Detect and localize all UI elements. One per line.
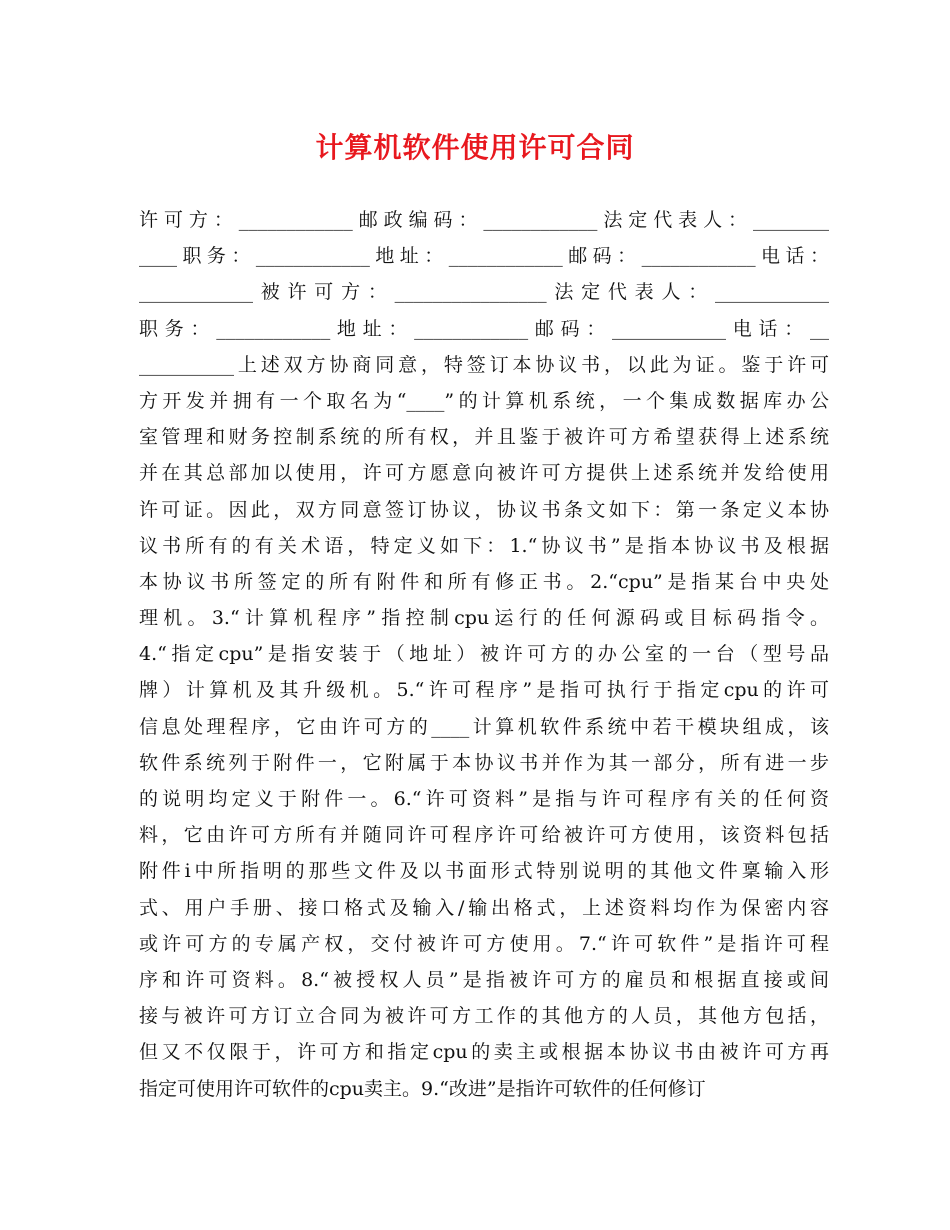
body-line: 信息处理程序，它由许可方的____计算机软件系统中若干模块组成，该 <box>139 715 829 738</box>
body-line: ____职务：____________地址：____________邮码：____________电话： <box>139 245 829 268</box>
body-line: 或许可方的专属产权，交付被许可方使用。7.“许可软件”是指许可程 <box>139 932 829 955</box>
body-line: 但又不仅限于，许可方和指定cpu的卖主或根据本协议书由被许可方再 <box>139 1041 829 1064</box>
body-line: 牌）计算机及其升级机。5.“许可程序”是指可执行于指定cpu的许可 <box>139 679 829 702</box>
body-line: 序和许可资料。8.“被授权人员”是指被许可方的雇员和根据直接或间 <box>139 968 829 991</box>
body-line: 式、用户手册、接口格式及输入/输出格式，上述资料均作为保密内容 <box>139 896 829 919</box>
body-line: 许可证。因此，双方同意签订协议，协议书条文如下：第一条定义本协 <box>139 498 829 521</box>
body-line: __________上述双方协商同意，特签订本协议书，以此为证。鉴于许可 <box>139 353 829 376</box>
body-line: ____________被许可方：________________法定代表人：____________ <box>139 281 829 304</box>
body-line: 附件i中所指明的那些文件及以书面形式特别说明的其他文件稟输入形 <box>139 860 829 883</box>
body-line: 室管理和财务控制系统的所有权，并且鉴于被许可方希望获得上述系统 <box>139 426 829 449</box>
body-line: 并在其总部加以使用，许可方愿意向被许可方提供上述系统并发给使用 <box>139 462 829 485</box>
body-line: 方开发并拥有一个取名为“____”的计算机系统，一个集成数据库办公 <box>139 389 829 412</box>
body-line: 指定可使用许可软件的cpu卖主。9.“改进”是指许可软件的任何修订 <box>139 1077 706 1100</box>
body-line: 职务：____________地址：____________邮码：____________电话：__ <box>139 317 829 340</box>
body-line: 理机。3.“计算机程序”指控制cpu运行的任何源码或目标码指令。 <box>139 607 829 630</box>
body-line: 的说明均定义于附件一。6.“许可资料”是指与许可程序有关的任何资 <box>139 788 829 810</box>
body-line: 软件系统列于附件一，它附属于本协议书并作为其一部分，所有进一步 <box>139 751 829 774</box>
body-line: 许可方：____________邮政编码：____________法定代表人：________ <box>139 209 829 231</box>
document-body <box>139 202 829 1107</box>
body-line: 接与被许可方订立合同为被许可方工作的其他方的人员，其他方包括， <box>139 1005 829 1028</box>
body-line: 议书所有的有关术语，特定义如下：1.“协议书”是指本协议书及根据 <box>139 534 829 557</box>
body-line: 本协议书所签定的所有附件和所有修正书。2.“cpu”是指某台中央处 <box>139 570 829 593</box>
document-title: 计算机软件使用许可合同 <box>315 131 635 164</box>
body-line: 料，它由许可方所有并随同许可程序许可给被许可方使用，该资料包括 <box>139 824 829 847</box>
body-line: 4.“指定cpu”是指安装于（地址）被许可方的办公室的一台（型号品 <box>139 643 829 666</box>
